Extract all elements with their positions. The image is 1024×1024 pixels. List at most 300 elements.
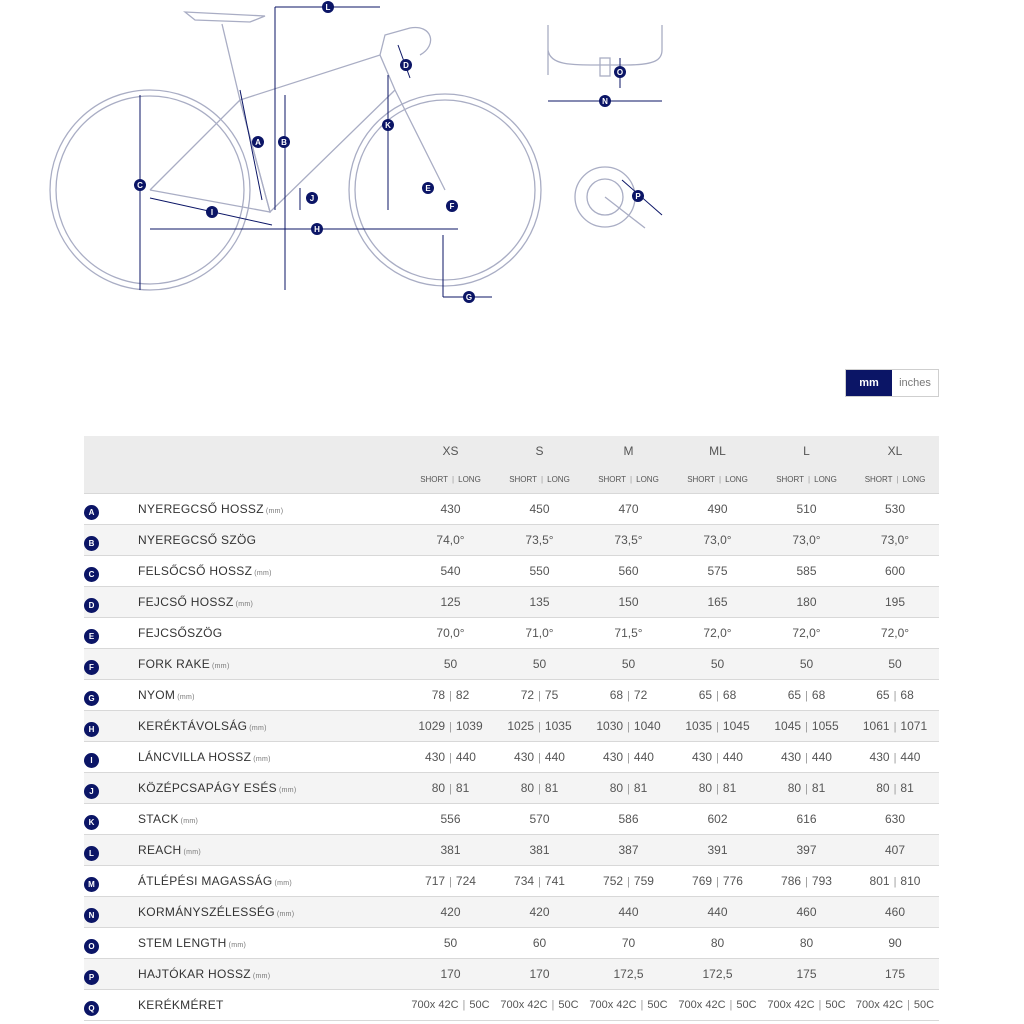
long-value: 440 <box>455 750 476 764</box>
row-badge-o: O <box>84 939 99 954</box>
long-value: 50C <box>558 999 579 1011</box>
row-label <box>138 773 406 804</box>
row-badge-f: F <box>84 660 99 675</box>
separator: | <box>893 752 897 764</box>
label-N-icon <box>599 95 611 107</box>
size-xl: XL <box>851 436 939 466</box>
value-cell: 72,0° <box>673 618 762 649</box>
row-badge-d: D <box>84 598 99 613</box>
long-value: 81 <box>633 781 648 795</box>
short-value: 80 <box>431 781 446 795</box>
value-cell <box>851 990 939 1021</box>
separator: | <box>449 876 452 888</box>
value-cell: 586 <box>584 804 673 835</box>
separator: | <box>805 752 808 764</box>
svg-text:B: B <box>281 138 287 147</box>
value-cell: 165 <box>673 587 762 618</box>
separator: | <box>452 475 455 484</box>
value-cell: 570 <box>495 804 584 835</box>
value-cell <box>851 742 939 773</box>
long-value: 68 <box>900 688 914 702</box>
value-cell: 73,0° <box>762 525 851 556</box>
short-value: 430 <box>425 750 446 764</box>
value-cell: 125 <box>406 587 495 618</box>
long-value: 50C <box>647 999 668 1011</box>
svg-text:A: A <box>255 138 261 147</box>
short-value: 700x 42C <box>411 999 459 1011</box>
short-long-label <box>584 466 673 494</box>
value-cell: 195 <box>851 587 939 618</box>
row-unit: (mm) <box>253 756 271 763</box>
label-I-icon <box>206 206 218 218</box>
value-cell: 540 <box>406 556 495 587</box>
short-value: 430 <box>781 750 802 764</box>
row-badge-q: Q <box>84 1001 99 1016</box>
separator: | <box>449 752 452 764</box>
svg-text:O: O <box>616 68 624 77</box>
svg-text:J: J <box>309 194 315 203</box>
svg-text:P: P <box>635 192 641 201</box>
value-cell: 585 <box>762 556 851 587</box>
value-cell: 50 <box>495 649 584 680</box>
value-cell: 180 <box>762 587 851 618</box>
long-label: LONG <box>636 475 659 484</box>
long-value: 1045 <box>722 719 750 733</box>
svg-text:K: K <box>385 121 391 130</box>
row-label <box>138 835 406 866</box>
short-value: 752 <box>603 874 624 888</box>
short-long-label <box>673 466 762 494</box>
row-badge-j: J <box>84 784 99 799</box>
value-cell: 80 <box>762 928 851 959</box>
long-value: 440 <box>900 750 921 764</box>
value-cell: 70 <box>584 928 673 959</box>
row-label-text: FEJCSŐ HOSSZ <box>138 595 234 609</box>
value-cell: 175 <box>851 959 939 990</box>
row-label-text: FORK RAKE <box>138 657 211 671</box>
table-row <box>84 897 939 928</box>
value-cell <box>406 773 495 804</box>
separator: | <box>627 721 630 733</box>
row-unit: (mm) <box>249 725 267 732</box>
long-value: 81 <box>722 781 737 795</box>
value-cell: 407 <box>851 835 939 866</box>
value-cell: 170 <box>406 959 495 990</box>
long-value: 81 <box>455 781 470 795</box>
separator: | <box>907 999 910 1011</box>
value-cell <box>762 742 851 773</box>
value-cell <box>406 742 495 773</box>
short-value: 65 <box>787 688 802 702</box>
frame <box>150 55 445 212</box>
value-cell: 50 <box>762 649 851 680</box>
row-label-text: NYEREGCSŐ HOSSZ <box>138 502 264 516</box>
value-cell <box>406 711 495 742</box>
label-A-icon <box>252 136 264 148</box>
separator: | <box>538 690 541 702</box>
short-long-label <box>762 466 851 494</box>
separator: | <box>808 475 811 484</box>
long-value: 50C <box>469 999 490 1011</box>
separator: | <box>893 690 897 702</box>
bike-geometry-diagram <box>0 0 1024 320</box>
size-ml: ML <box>673 436 762 466</box>
svg-text:N: N <box>602 97 608 106</box>
size-l: L <box>762 436 851 466</box>
label-G-icon <box>463 291 475 303</box>
value-cell: 602 <box>673 804 762 835</box>
svg-text:E: E <box>425 184 431 193</box>
separator: | <box>893 783 897 795</box>
long-value: 81 <box>544 781 559 795</box>
separator: | <box>627 752 630 764</box>
short-label: SHORT <box>687 475 716 484</box>
long-value: 50C <box>913 999 935 1011</box>
row-unit: (mm) <box>177 694 195 701</box>
short-long-header-row <box>84 466 939 494</box>
value-cell: 397 <box>762 835 851 866</box>
value-cell <box>495 773 584 804</box>
separator: | <box>627 783 630 795</box>
value-cell <box>584 773 673 804</box>
value-cell: 50 <box>673 649 762 680</box>
separator: | <box>805 783 808 795</box>
short-value: 430 <box>869 750 890 764</box>
row-label-text: FELSŐCSŐ HOSSZ <box>138 564 253 578</box>
separator: | <box>462 999 466 1011</box>
table-row <box>84 649 939 680</box>
table-row <box>84 928 939 959</box>
row-label <box>138 556 406 587</box>
separator: | <box>541 475 544 484</box>
value-cell: 72,0° <box>762 618 851 649</box>
separator: | <box>627 690 630 702</box>
long-value: 1055 <box>811 719 839 733</box>
svg-text:I: I <box>210 208 214 217</box>
long-value: 1035 <box>544 719 572 733</box>
row-badge-l: L <box>84 846 99 861</box>
row-label-text: FEJCSŐSZÖG <box>138 626 223 640</box>
value-cell <box>406 990 495 1021</box>
short-value: 65 <box>876 688 890 702</box>
row-badge-b: B <box>84 536 99 551</box>
value-cell <box>851 680 939 711</box>
separator: | <box>538 783 541 795</box>
value-cell: 460 <box>762 897 851 928</box>
long-value: 776 <box>722 874 743 888</box>
value-cell: 72,0° <box>851 618 939 649</box>
row-label <box>138 618 406 649</box>
short-long-label <box>406 466 495 494</box>
svg-text:G: G <box>465 293 473 302</box>
separator: | <box>805 876 808 888</box>
value-cell: 616 <box>762 804 851 835</box>
value-cell <box>851 773 939 804</box>
value-cell: 135 <box>495 587 584 618</box>
short-value: 786 <box>781 874 802 888</box>
long-value: 68 <box>722 688 737 702</box>
short-value: 430 <box>603 750 624 764</box>
short-value: 700x 42C <box>500 999 548 1011</box>
table-row <box>84 525 939 556</box>
row-label-text: NYEREGCSŐ SZÖG <box>138 533 257 547</box>
row-label <box>138 928 406 959</box>
geometry-table <box>84 436 939 1021</box>
short-value: 80 <box>520 781 535 795</box>
long-value: 81 <box>811 781 826 795</box>
size-header-row <box>84 436 939 466</box>
svg-text:F: F <box>449 202 455 211</box>
short-value: 700x 42C <box>855 999 904 1011</box>
value-cell: 170 <box>495 959 584 990</box>
row-label-text: KERÉKMÉRET <box>138 998 224 1012</box>
label-B-icon <box>278 136 290 148</box>
short-label: SHORT <box>509 475 538 484</box>
short-value: 700x 42C <box>767 999 815 1011</box>
table-row <box>84 835 939 866</box>
value-cell <box>495 680 584 711</box>
value-cell <box>495 742 584 773</box>
row-label <box>138 649 406 680</box>
long-value: 440 <box>811 750 832 764</box>
row-label <box>138 587 406 618</box>
short-value: 430 <box>514 750 535 764</box>
row-label-text: NYOM <box>138 688 176 702</box>
value-cell: 387 <box>584 835 673 866</box>
value-cell <box>851 711 939 742</box>
short-label: SHORT <box>598 475 627 484</box>
table-row <box>84 742 939 773</box>
row-label <box>138 494 406 525</box>
short-value: 1030 <box>596 719 624 733</box>
short-value: 80 <box>698 781 713 795</box>
long-value: 440 <box>722 750 743 764</box>
separator: | <box>896 475 899 484</box>
table-row <box>84 618 939 649</box>
value-cell <box>762 680 851 711</box>
row-unit: (mm) <box>180 818 199 825</box>
short-value: 1035 <box>685 719 713 733</box>
short-long-label <box>851 466 939 494</box>
value-cell: 150 <box>584 587 673 618</box>
label-D-icon <box>400 59 412 71</box>
value-cell: 560 <box>584 556 673 587</box>
value-cell: 420 <box>406 897 495 928</box>
row-unit: (mm) <box>212 663 230 670</box>
value-cell <box>584 680 673 711</box>
separator: | <box>640 999 644 1011</box>
row-unit: (mm) <box>183 849 202 856</box>
value-cell: 50 <box>406 649 495 680</box>
separator: | <box>538 876 541 888</box>
size-m: M <box>584 436 673 466</box>
label-H-icon <box>311 223 323 235</box>
value-cell: 530 <box>851 494 939 525</box>
value-cell: 73,5° <box>584 525 673 556</box>
long-value: 81 <box>900 781 914 795</box>
long-value: 1040 <box>633 719 661 733</box>
table-row <box>84 773 939 804</box>
row-label <box>138 866 406 897</box>
row-unit: (mm) <box>274 880 293 887</box>
long-label: LONG <box>725 475 748 484</box>
table-row <box>84 680 939 711</box>
row-label-text: STEM LENGTH <box>138 936 227 950</box>
separator: | <box>716 752 719 764</box>
long-label: LONG <box>902 475 926 484</box>
svg-text:L: L <box>325 3 331 12</box>
row-label-text: REACH <box>138 843 182 857</box>
separator: | <box>538 721 541 733</box>
separator: | <box>449 783 452 795</box>
row-label-text: STACK <box>138 812 179 826</box>
value-cell: 510 <box>762 494 851 525</box>
value-cell <box>584 866 673 897</box>
short-value: 430 <box>692 750 713 764</box>
value-cell: 460 <box>851 897 939 928</box>
short-value: 80 <box>876 781 890 795</box>
short-value: 1029 <box>418 719 446 733</box>
label-E-icon <box>422 182 434 194</box>
value-cell <box>495 711 584 742</box>
value-cell: 90 <box>851 928 939 959</box>
separator: | <box>805 721 808 733</box>
long-value: 741 <box>544 874 565 888</box>
table-row <box>84 959 939 990</box>
long-value: 50C <box>825 999 846 1011</box>
label-L-icon <box>322 1 334 13</box>
row-label-text: HAJTÓKAR HOSSZ <box>138 967 251 981</box>
value-cell: 550 <box>495 556 584 587</box>
short-value: 72 <box>520 688 535 702</box>
row-unit: (mm) <box>278 787 297 794</box>
separator: | <box>627 876 630 888</box>
long-label: LONG <box>547 475 570 484</box>
value-cell <box>406 680 495 711</box>
separator: | <box>538 752 541 764</box>
short-value: 717 <box>425 874 446 888</box>
row-unit: (mm) <box>228 942 247 949</box>
short-value: 1061 <box>862 719 890 733</box>
value-cell: 50 <box>584 649 673 680</box>
value-cell: 73,0° <box>673 525 762 556</box>
long-value: 50C <box>736 999 757 1011</box>
value-cell <box>673 773 762 804</box>
short-label: SHORT <box>776 475 805 484</box>
table-row <box>84 804 939 835</box>
row-label <box>138 959 406 990</box>
unit-toggle <box>845 369 939 397</box>
value-cell <box>762 990 851 1021</box>
value-cell: 172,5 <box>584 959 673 990</box>
separator: | <box>818 999 822 1011</box>
label-O-icon <box>614 66 626 78</box>
svg-text:D: D <box>403 61 409 70</box>
separator: | <box>893 876 897 888</box>
short-value: 1025 <box>507 719 535 733</box>
table-row <box>84 494 939 525</box>
row-badge-a: A <box>84 505 99 520</box>
value-cell <box>406 866 495 897</box>
value-cell: 630 <box>851 804 939 835</box>
long-label: LONG <box>458 475 481 484</box>
svg-text:C: C <box>137 181 143 190</box>
value-cell <box>673 990 762 1021</box>
row-label-text: KORMÁNYSZÉLESSÉG <box>138 905 275 919</box>
short-value: 65 <box>698 688 713 702</box>
table-row <box>84 990 939 1021</box>
row-unit: (mm) <box>252 973 271 980</box>
row-badge-c: C <box>84 567 99 582</box>
value-cell: 73,5° <box>495 525 584 556</box>
row-label-text: KERÉKTÁVOLSÁG <box>138 719 248 733</box>
value-cell: 381 <box>406 835 495 866</box>
value-cell <box>584 742 673 773</box>
long-value: 1039 <box>455 719 483 733</box>
long-value: 440 <box>544 750 565 764</box>
value-cell: 430 <box>406 494 495 525</box>
unit-inches-button[interactable]: inches <box>892 370 938 396</box>
separator: | <box>630 475 633 484</box>
svg-text:H: H <box>314 225 320 234</box>
row-badge-m: M <box>84 877 99 892</box>
separator: | <box>716 876 719 888</box>
value-cell: 73,0° <box>851 525 939 556</box>
short-long-label <box>495 466 584 494</box>
value-cell: 381 <box>495 835 584 866</box>
separator: | <box>716 721 719 733</box>
long-value: 1071 <box>900 719 928 733</box>
size-xs: XS <box>406 436 495 466</box>
value-cell: 420 <box>495 897 584 928</box>
row-label <box>138 711 406 742</box>
value-cell: 70,0° <box>406 618 495 649</box>
short-value: 1045 <box>774 719 802 733</box>
value-cell: 172,5 <box>673 959 762 990</box>
table-row <box>84 866 939 897</box>
value-cell: 71,5° <box>584 618 673 649</box>
value-cell <box>851 866 939 897</box>
separator: | <box>449 690 452 702</box>
value-cell <box>673 866 762 897</box>
value-cell: 440 <box>673 897 762 928</box>
long-value: 68 <box>811 688 826 702</box>
label-C-icon <box>134 179 146 191</box>
value-cell <box>762 866 851 897</box>
value-cell: 440 <box>584 897 673 928</box>
value-cell <box>762 711 851 742</box>
row-label-text: ÁTLÉPÉSI MAGASSÁG <box>138 874 273 888</box>
value-cell <box>673 711 762 742</box>
value-cell: 175 <box>762 959 851 990</box>
row-unit: (mm) <box>254 570 272 577</box>
value-cell: 450 <box>495 494 584 525</box>
value-cell <box>673 742 762 773</box>
separator: | <box>551 999 555 1011</box>
value-cell: 74,0° <box>406 525 495 556</box>
label-K-icon <box>382 119 394 131</box>
value-cell: 556 <box>406 804 495 835</box>
row-unit: (mm) <box>235 601 254 608</box>
short-value: 769 <box>692 874 713 888</box>
separator: | <box>716 783 719 795</box>
unit-mm-button[interactable]: mm <box>846 370 892 396</box>
label-F-icon <box>446 200 458 212</box>
separator: | <box>729 999 733 1011</box>
long-value: 793 <box>811 874 832 888</box>
table-row <box>84 587 939 618</box>
row-label <box>138 804 406 835</box>
